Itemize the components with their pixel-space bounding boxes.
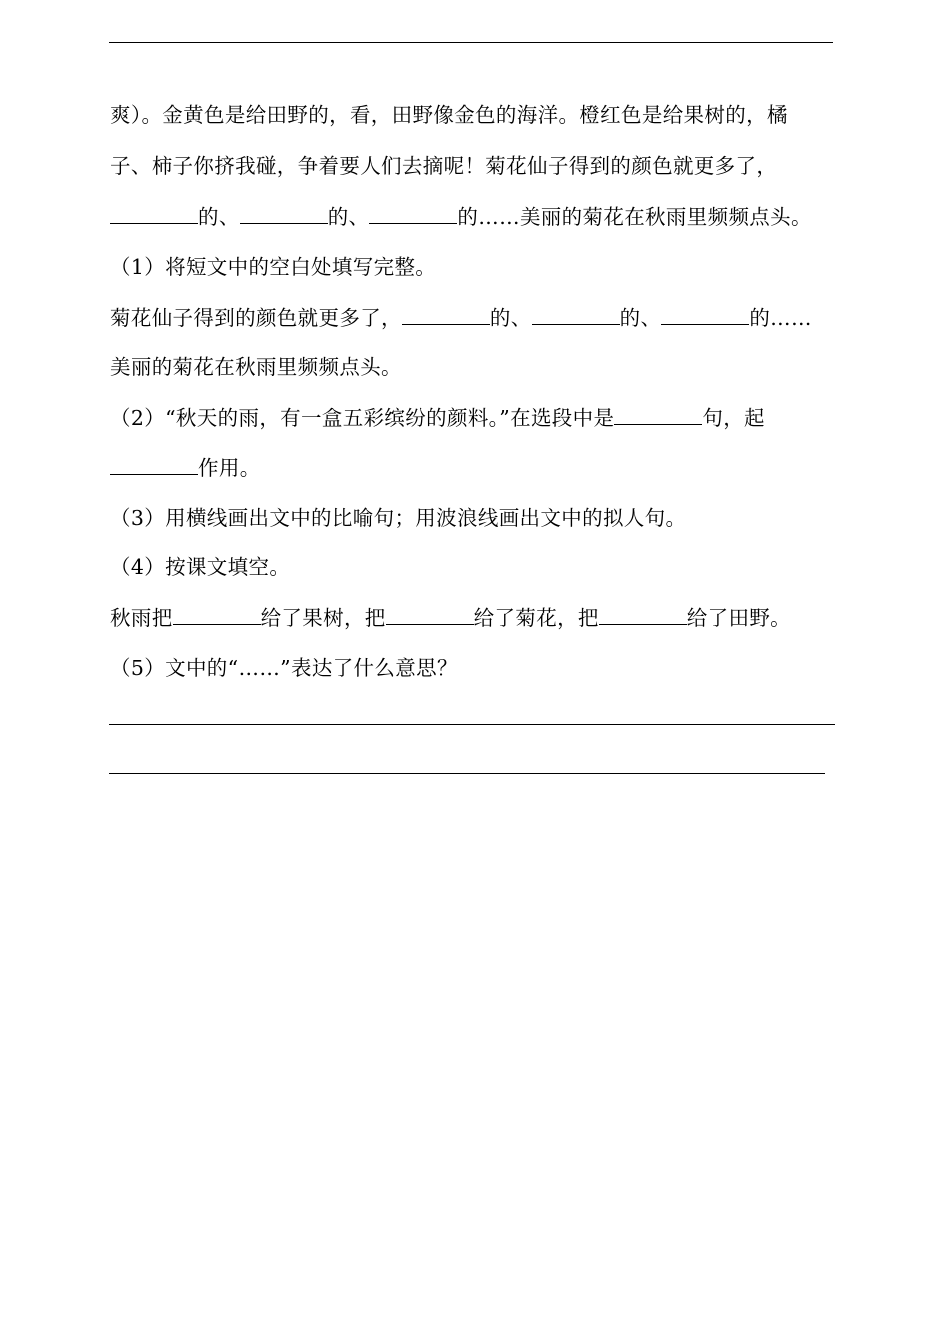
passage-line-1	[110, 102, 788, 128]
passage-blank-2[interactable]	[240, 205, 328, 224]
passage-blank-3[interactable]	[369, 205, 457, 224]
question-5-prompt	[110, 655, 458, 681]
question-text: 给了田野。	[686, 606, 792, 630]
passage-text: 子、柿子你挤我碰，争着要人们去摘呢！菊花仙子得到的颜色就更多了，	[110, 154, 778, 178]
q4-blank-3[interactable]	[599, 606, 687, 625]
question-text: 作用。	[198, 456, 261, 480]
passage-text: 的、	[327, 205, 370, 229]
passage-text: 的、	[198, 205, 240, 229]
question-4-fill	[110, 605, 791, 631]
question-2-prompt-line-2	[110, 455, 261, 481]
q4-blank-2[interactable]	[386, 606, 474, 625]
question-1-prompt	[110, 254, 436, 280]
passage-line-2	[110, 153, 777, 179]
passage-blank-1[interactable]	[110, 205, 198, 224]
question-text: 句，起	[702, 406, 765, 430]
q2-blank-2[interactable]	[110, 456, 198, 475]
question-1-fill-line-2	[110, 354, 402, 380]
question-text: （1）将短文中的空白处填写完整。	[110, 255, 437, 279]
question-text: （5）文中的“……”表达了什么意思？	[110, 656, 458, 680]
passage-text: 的……美丽的菊花在秋雨里频频点头。	[457, 205, 812, 229]
question-text: 的、	[489, 306, 532, 330]
passage-line-3	[110, 204, 812, 230]
answer-line-2[interactable]	[109, 773, 825, 774]
question-text: （3）用横线画出文中的比喻句；用波浪线画出文中的拟人句。	[110, 506, 687, 530]
question-text: 菊花仙子得到的颜色就更多了，	[110, 306, 402, 330]
q1-blank-2[interactable]	[532, 306, 620, 325]
passage-text: 爽）。金黄色是给田野的，看，田野像金色的海洋。橙红色是给果树的，橘	[110, 103, 788, 127]
question-2-prompt	[110, 405, 765, 431]
question-1-fill	[110, 305, 812, 331]
question-text: 的、	[619, 306, 662, 330]
question-4-prompt	[110, 554, 290, 580]
q1-blank-1[interactable]	[402, 306, 490, 325]
q2-blank-1[interactable]	[614, 406, 702, 425]
q4-blank-1[interactable]	[173, 606, 261, 625]
question-text: 秋雨把	[110, 606, 173, 630]
q1-blank-3[interactable]	[661, 306, 749, 325]
header-rule	[109, 42, 833, 43]
answer-line-1[interactable]	[109, 724, 835, 725]
question-text: 给了果树，把	[260, 606, 386, 630]
question-text: 的……	[749, 306, 812, 330]
question-text: （2）“秋天的雨，有一盒五彩缤纷的颜料。”在选段中是	[110, 406, 615, 430]
question-text: （4）按课文填空。	[110, 555, 291, 579]
question-3-prompt	[110, 505, 686, 531]
question-text: 美丽的菊花在秋雨里频频点头。	[110, 355, 402, 379]
question-text: 给了菊花，把	[473, 606, 599, 630]
